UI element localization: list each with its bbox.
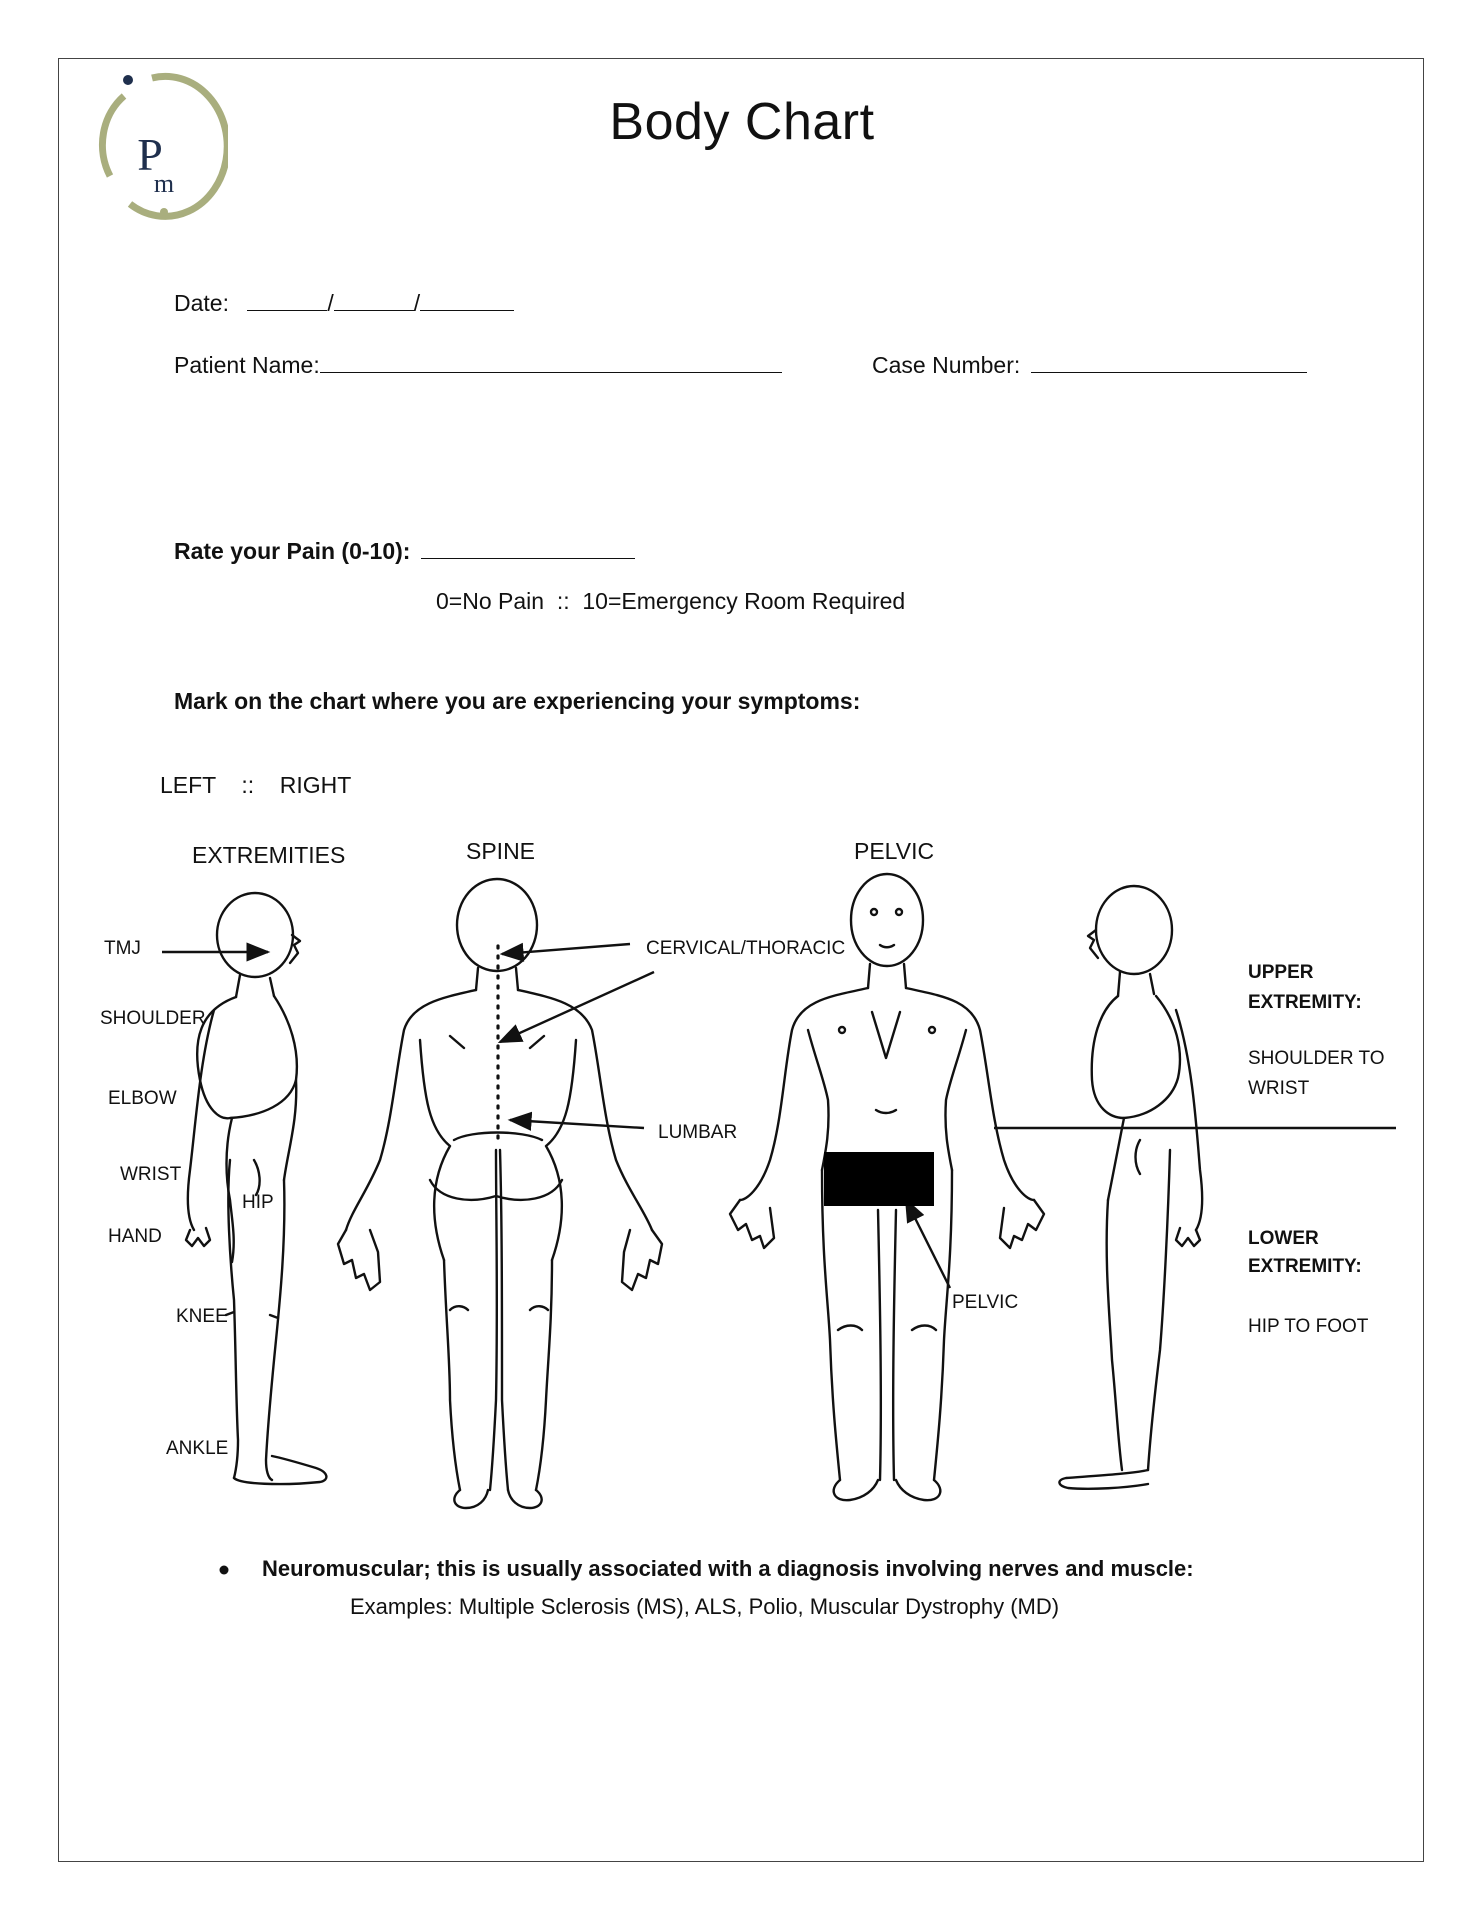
legend-lower-desc: HIP TO FOOT — [1248, 1316, 1369, 1337]
label-lumbar: LUMBAR — [658, 1122, 738, 1143]
legend-upper-desc-1: SHOULDER TO — [1248, 1048, 1385, 1069]
figure-side-right — [186, 893, 326, 1484]
spine-heading: SPINE — [466, 838, 536, 864]
legend-lower-title-2: EXTREMITY: — [1248, 1256, 1362, 1277]
date-row: Date: / / — [174, 290, 514, 317]
pelvic-heading: PELVIC — [854, 838, 935, 864]
svg-text:P: P — [137, 129, 163, 180]
date-label: Date: — [174, 290, 229, 316]
neuromuscular-examples: Examples: Multiple Sclerosis (MS), ALS, Polio, Muscular Dystrophy (MD) — [350, 1594, 1060, 1619]
label-tmj: TMJ — [104, 938, 141, 959]
label-pelvic: PELVIC — [952, 1292, 1019, 1313]
label-elbow: ELBOW — [108, 1088, 177, 1109]
legend-upper-desc-2: WRIST — [1248, 1078, 1310, 1099]
label-wrist: WRIST — [120, 1164, 182, 1185]
label-hip: HIP — [242, 1192, 274, 1213]
redaction-block — [824, 1152, 934, 1206]
figure-side-left — [1059, 886, 1202, 1489]
label-cervical-thoracic: CERVICAL/THORACIC — [646, 938, 846, 959]
bullet-dot — [220, 1566, 229, 1575]
figure-back — [338, 879, 662, 1508]
extremities-heading: EXTREMITIES — [192, 842, 346, 868]
legend-upper-title-2: EXTREMITY: — [1248, 992, 1362, 1013]
label-shoulder: SHOULDER — [100, 1008, 206, 1029]
neuromuscular-note: Neuromuscular; this is usually associated with a diagnosis involving nerves and muscle: — [262, 1556, 1194, 1581]
label-ankle: ANKLE — [166, 1438, 229, 1459]
legend-lower-title-1: LOWER — [1248, 1228, 1319, 1249]
label-hand: HAND — [108, 1226, 162, 1247]
pain-scale-note: 0=No Pain :: 10=Emergency Room Required — [436, 588, 906, 614]
label-knee: KNEE — [176, 1306, 228, 1327]
pain-label: Rate your Pain (0-10): — [174, 538, 411, 564]
legend-upper-title-1: UPPER — [1248, 962, 1314, 983]
patient-name-label: Patient Name: — [174, 352, 320, 378]
orientation-label: LEFT :: RIGHT — [160, 772, 352, 798]
page-title: Body Chart — [609, 93, 875, 151]
mark-instruction: Mark on the chart where you are experiencing your symptoms: — [174, 688, 861, 714]
case-number-label: Case Number: — [872, 352, 1021, 378]
svg-text:m: m — [153, 169, 175, 198]
